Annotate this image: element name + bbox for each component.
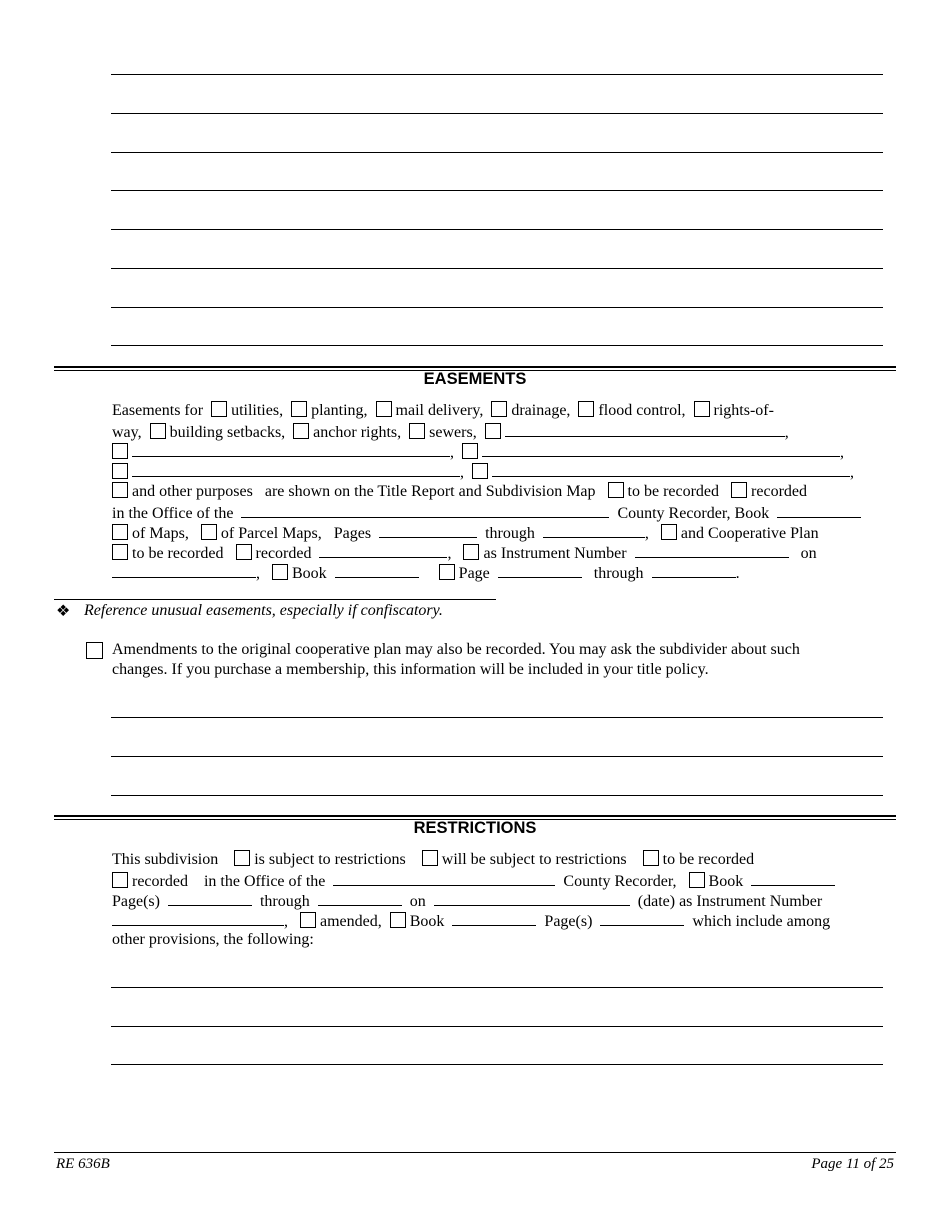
comma: ,	[460, 464, 464, 481]
on-label: on	[800, 545, 817, 562]
mail-delivery-checkbox[interactable]	[376, 401, 392, 417]
blank-line[interactable]	[111, 268, 883, 269]
blank-line[interactable]	[111, 1064, 883, 1065]
of-maps-label: of Maps,	[132, 525, 189, 542]
book-label: Book	[292, 565, 327, 582]
easements-row-8	[112, 542, 817, 564]
flood-control-checkbox[interactable]	[578, 401, 594, 417]
period: .	[735, 565, 740, 582]
other-easement-field[interactable]	[132, 441, 450, 457]
blank-line[interactable]	[111, 229, 883, 230]
book-field[interactable]	[335, 562, 419, 578]
comma: ,	[256, 565, 260, 582]
blank-line[interactable]	[111, 74, 883, 75]
easements-row-4	[112, 461, 854, 483]
comma: ,	[840, 444, 844, 461]
note-divider	[54, 599, 496, 600]
book-checkbox[interactable]	[272, 564, 288, 580]
way-label: way,	[112, 424, 142, 441]
instrument-date-field[interactable]	[112, 562, 256, 578]
planting-checkbox[interactable]	[291, 401, 307, 417]
blank-line[interactable]	[111, 152, 883, 153]
other-purposes-label: and other purposes	[132, 483, 253, 500]
page-to-field[interactable]	[652, 562, 736, 578]
in-office-label: in the Office of the	[112, 505, 234, 522]
blank-line[interactable]	[111, 345, 883, 346]
county-recorder-label: County Recorder,	[563, 873, 677, 890]
to-be-recorded-label: to be recorded	[662, 851, 755, 868]
rights-of-way-label: rights-of-	[713, 402, 774, 419]
shown-on-label: are shown on the Title Report and Subdivision Map	[264, 483, 596, 500]
pages-label: Page(s)	[112, 893, 160, 910]
recorded-checkbox[interactable]	[112, 872, 128, 888]
page-label: Page	[458, 565, 490, 582]
comma: ,	[447, 545, 452, 562]
county-recorder-book-label: County Recorder, Book	[617, 505, 770, 522]
of-parcel-maps-label: of Parcel Maps,	[220, 525, 322, 542]
book-label: Book	[409, 913, 445, 930]
map-to-be-recorded-checkbox[interactable]	[608, 482, 624, 498]
sewers-checkbox[interactable]	[409, 423, 425, 439]
blank-line[interactable]	[111, 717, 883, 718]
date-field[interactable]	[434, 890, 630, 906]
book-field[interactable]	[452, 910, 536, 926]
recorded-date-field[interactable]	[319, 542, 447, 558]
easements-for-label: Easements for	[112, 402, 204, 419]
page-checkbox[interactable]	[439, 564, 455, 580]
other-easement-field[interactable]	[492, 461, 850, 477]
cooperative-plan-label: and Cooperative Plan	[680, 525, 819, 542]
book-checkbox[interactable]	[689, 872, 705, 888]
pages-field[interactable]	[600, 910, 684, 926]
amended-label: amended,	[320, 913, 382, 930]
as-instrument-label: as Instrument Number	[483, 545, 627, 562]
to-be-recorded-checkbox[interactable]	[643, 850, 659, 866]
book-field[interactable]	[751, 870, 835, 886]
easements-row-5	[112, 482, 807, 502]
county-field[interactable]	[333, 870, 555, 886]
drainage-checkbox[interactable]	[491, 401, 507, 417]
other-purposes-checkbox[interactable]	[112, 482, 128, 498]
to-be-recorded-label: to be recorded	[132, 545, 224, 562]
utilities-checkbox[interactable]	[211, 401, 227, 417]
is-subject-checkbox[interactable]	[234, 850, 250, 866]
amendments-checkbox[interactable]	[86, 642, 103, 659]
pages-to-field[interactable]	[543, 522, 645, 538]
restrictions-row-1	[112, 850, 754, 870]
book-label: Book	[708, 873, 744, 890]
county-field[interactable]	[241, 502, 609, 518]
is-subject-label: is subject to restrictions	[254, 851, 406, 868]
plan-to-be-recorded-checkbox[interactable]	[112, 544, 128, 560]
anchor-rights-label: anchor rights,	[313, 424, 402, 441]
other-easement-checkbox[interactable]	[462, 443, 478, 459]
instrument-number-field[interactable]	[635, 542, 789, 558]
easements-row-2	[112, 421, 789, 443]
building-setbacks-checkbox[interactable]	[150, 423, 166, 439]
mail-delivery-label: mail delivery,	[395, 402, 484, 419]
restrictions-row-3	[112, 890, 822, 912]
will-be-subject-label: will be subject to restrictions	[441, 851, 627, 868]
book-checkbox[interactable]	[390, 912, 406, 928]
in-office-label: in the Office of the	[203, 873, 326, 890]
this-subdivision-label: This subdivision	[112, 851, 219, 868]
other-easement-checkbox[interactable]	[112, 463, 128, 479]
book-field[interactable]	[777, 502, 861, 518]
comma: ,	[450, 444, 454, 461]
footer-divider	[54, 1152, 896, 1153]
recorded-label: recorded	[132, 873, 188, 890]
easements-heading: EASEMENTS	[423, 370, 527, 388]
on-label: on	[409, 893, 426, 910]
other-easement-field[interactable]	[482, 441, 840, 457]
cooperative-plan-checkbox[interactable]	[661, 524, 677, 540]
to-be-recorded-label: to be recorded	[627, 483, 720, 500]
other-easement-checkbox[interactable]	[112, 443, 128, 459]
blank-line[interactable]	[111, 756, 883, 757]
through-label: through	[485, 525, 535, 542]
comma: ,	[284, 913, 288, 930]
restrictions-heading: RESTRICTIONS	[413, 819, 537, 837]
amendments-line-2: changes. If you purchase a membership, this information will be included in your title policy.	[112, 661, 709, 678]
page-number: Page 11 of 25	[811, 1156, 894, 1172]
page-from-field[interactable]	[498, 562, 582, 578]
pages-from-field[interactable]	[379, 522, 477, 538]
plan-recorded-checkbox[interactable]	[236, 544, 252, 560]
easements-row-1	[112, 401, 774, 421]
flood-control-label: flood control,	[598, 402, 686, 419]
recorded-label: recorded	[255, 545, 312, 562]
instrument-number-field[interactable]	[112, 910, 284, 926]
pages-label: Page(s)	[544, 913, 593, 930]
drainage-label: drainage,	[511, 402, 571, 419]
blank-line[interactable]	[111, 113, 883, 114]
note-bullet: ❖	[56, 603, 71, 620]
of-parcel-maps-checkbox[interactable]	[201, 524, 217, 540]
restrictions-row-5: other provisions, the following:	[112, 931, 314, 948]
map-recorded-checkbox[interactable]	[731, 482, 747, 498]
other-easement-checkbox[interactable]	[472, 463, 488, 479]
anchor-rights-checkbox[interactable]	[293, 423, 309, 439]
instrument-number-checkbox[interactable]	[463, 544, 479, 560]
through-label: through	[259, 893, 310, 910]
easements-row-3	[112, 441, 844, 463]
other-easement-field[interactable]	[132, 461, 460, 477]
utilities-label: utilities,	[231, 402, 284, 419]
comma: ,	[784, 424, 789, 441]
easements-row-9	[112, 562, 740, 584]
restrictions-row-2	[112, 870, 835, 892]
other-easement-field[interactable]	[505, 421, 785, 437]
amended-checkbox[interactable]	[300, 912, 316, 928]
sewers-label: sewers,	[429, 424, 477, 441]
pages-from-field[interactable]	[168, 890, 252, 906]
amendments-line-1: Amendments to the original cooperative plan may also be recorded. You may ask the subdivider about such	[112, 641, 800, 658]
date-instrument-label: (date) as Instrument Number	[637, 893, 823, 910]
easements-row-6	[112, 502, 861, 524]
blank-line[interactable]	[111, 987, 883, 988]
blank-line[interactable]	[111, 1026, 883, 1027]
through-label: through	[593, 565, 644, 582]
other-easement-checkbox[interactable]	[485, 423, 501, 439]
rights-of-way-checkbox[interactable]	[694, 401, 710, 417]
planting-label: planting,	[311, 402, 368, 419]
pages-label: Pages	[333, 525, 372, 542]
building-setbacks-label: building setbacks,	[169, 424, 286, 441]
which-include-label: which include among	[692, 913, 831, 930]
form-id: RE 636B	[56, 1156, 110, 1172]
comma: ,	[850, 464, 854, 481]
restrictions-row-4	[112, 910, 830, 932]
blank-line[interactable]	[111, 795, 883, 796]
pages-to-field[interactable]	[318, 890, 402, 906]
recorded-label: recorded	[751, 483, 807, 500]
comma: ,	[644, 525, 649, 542]
blank-line[interactable]	[111, 190, 883, 191]
note-text: Reference unusual easements, especially if confiscatory.	[84, 602, 443, 619]
easements-row-7	[112, 522, 819, 544]
of-maps-checkbox[interactable]	[112, 524, 128, 540]
will-be-subject-checkbox[interactable]	[422, 850, 438, 866]
blank-line[interactable]	[111, 307, 883, 308]
